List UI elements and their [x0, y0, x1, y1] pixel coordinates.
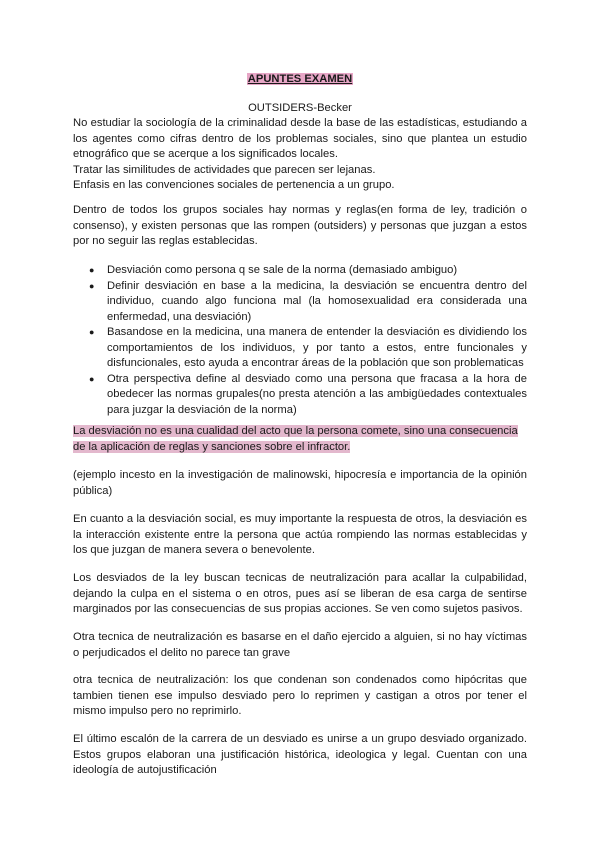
example-paragraph: (ejemplo incesto en la investigación de malinowski, hipocresía e importancia de la opinión pública)	[73, 469, 527, 497]
neutralization-paragraph-1: Los desviados de la ley buscan tecnicas de neutralización para acallar la culpabilidad, dejando la culpa en el sistema o en otros, pues así se liberan de esa carga de sentirse marginados por las consecuencias de sus propias acciones. Se ven como sujetos pasivos.	[73, 572, 527, 615]
bullet-dot-icon: ●	[89, 373, 95, 384]
deviation-bullet-list	[73, 263, 527, 418]
highlight-line-1: La desviación no es una cualidad del acto que la persona comete, sino una consecuencia	[73, 425, 518, 437]
career-paragraph: El último escalón de la carrera de un desviado es unirse a un grupo desviado organizado. Estos grupos elaboran una justificación histórica, ideologica y legal. Cuentan con una ideología de autojustificación	[73, 733, 527, 776]
list-item	[73, 279, 527, 326]
page-title	[0, 72, 600, 88]
page-title-text: APUNTES EXAMEN	[247, 73, 353, 85]
bullet-dot-icon: ●	[89, 265, 95, 275]
neutralization-paragraph-2: Otra tecnica de neutralización es basarse en el daño ejercido a alguien, si no hay víctimas o perjudicados el delito no parece tan grave	[73, 631, 527, 659]
page-subtitle: OUTSIDERS-Becker	[248, 102, 352, 114]
bullet-dot-icon: ●	[89, 327, 95, 337]
list-item-text: Definir desviación en base a la medicina, la desviación se encuentra dentro del individuo, cuando algo funciona mal (la homosexualidad era considerada una enfermedad, una desviación)	[107, 279, 527, 323]
list-item-text: Otra perspectiva define al desviado como una persona que fracasa a la hora de obedecer las normas grupales(no presta atención a las ambigüedades contextuales para juzgar la desviación de la norma)	[107, 372, 527, 416]
intro-line-conventions: Enfasis en las convenciones sociales de pertenencia a un grupo.	[73, 179, 395, 191]
list-item	[73, 263, 527, 279]
intro-section	[73, 116, 527, 194]
highlighted-definition	[73, 424, 527, 455]
list-item-text: Basandose en la medicina, una manera de entender la desviación es dividiendo los comportamientos de los individuos, y por tanto a estos, entre funcionales y disfuncionales, esto ayuda a encontrar áreas de la población que son problematicas	[107, 326, 527, 369]
bullet-dot-icon: ●	[89, 280, 95, 291]
list-item	[73, 325, 527, 372]
list-item-text: Desviación como persona q se sale de la norma (demasiado ambiguo)	[107, 264, 458, 276]
intro-paragraph: No estudiar la sociología de la criminalidad desde la base de las estadísticas, estudiando a los agentes como cifras dentro de los problemas sociales, sino que plantea un estudio etnográfico que se acerque a los significados locales.	[73, 117, 527, 160]
intro-line-similarities: Tratar las similitudes de actividades que parecen ser lejanas.	[73, 163, 376, 176]
neutralization-paragraph-3: otra tecnica de neutralización: los que condenan son condenados como hipócritas que tambien tienen ese impulso desviado pero lo reprimen y castigan a otros por tener el mismo impulso pero no reprimirlo.	[73, 674, 527, 717]
groups-paragraph: Dentro de todos los grupos sociales hay normas y reglas(en forma de ley, tradición o consenso), y existen personas que las rompen (outsiders) y personas que juzgan a estos por no seguir las reglas establecidas.	[73, 204, 527, 247]
social-deviation-paragraph: En cuanto a la desviación social, es muy importante la respuesta de otros, la desviación es la interacción existente entre la persona que actúa rompiendo las normas establecidas y los que juzgan de manera severa o benevolente.	[73, 513, 527, 556]
list-item	[73, 372, 527, 419]
highlight-line-2: de la aplicación de reglas y sanciones sobre el infractor.	[73, 440, 351, 453]
